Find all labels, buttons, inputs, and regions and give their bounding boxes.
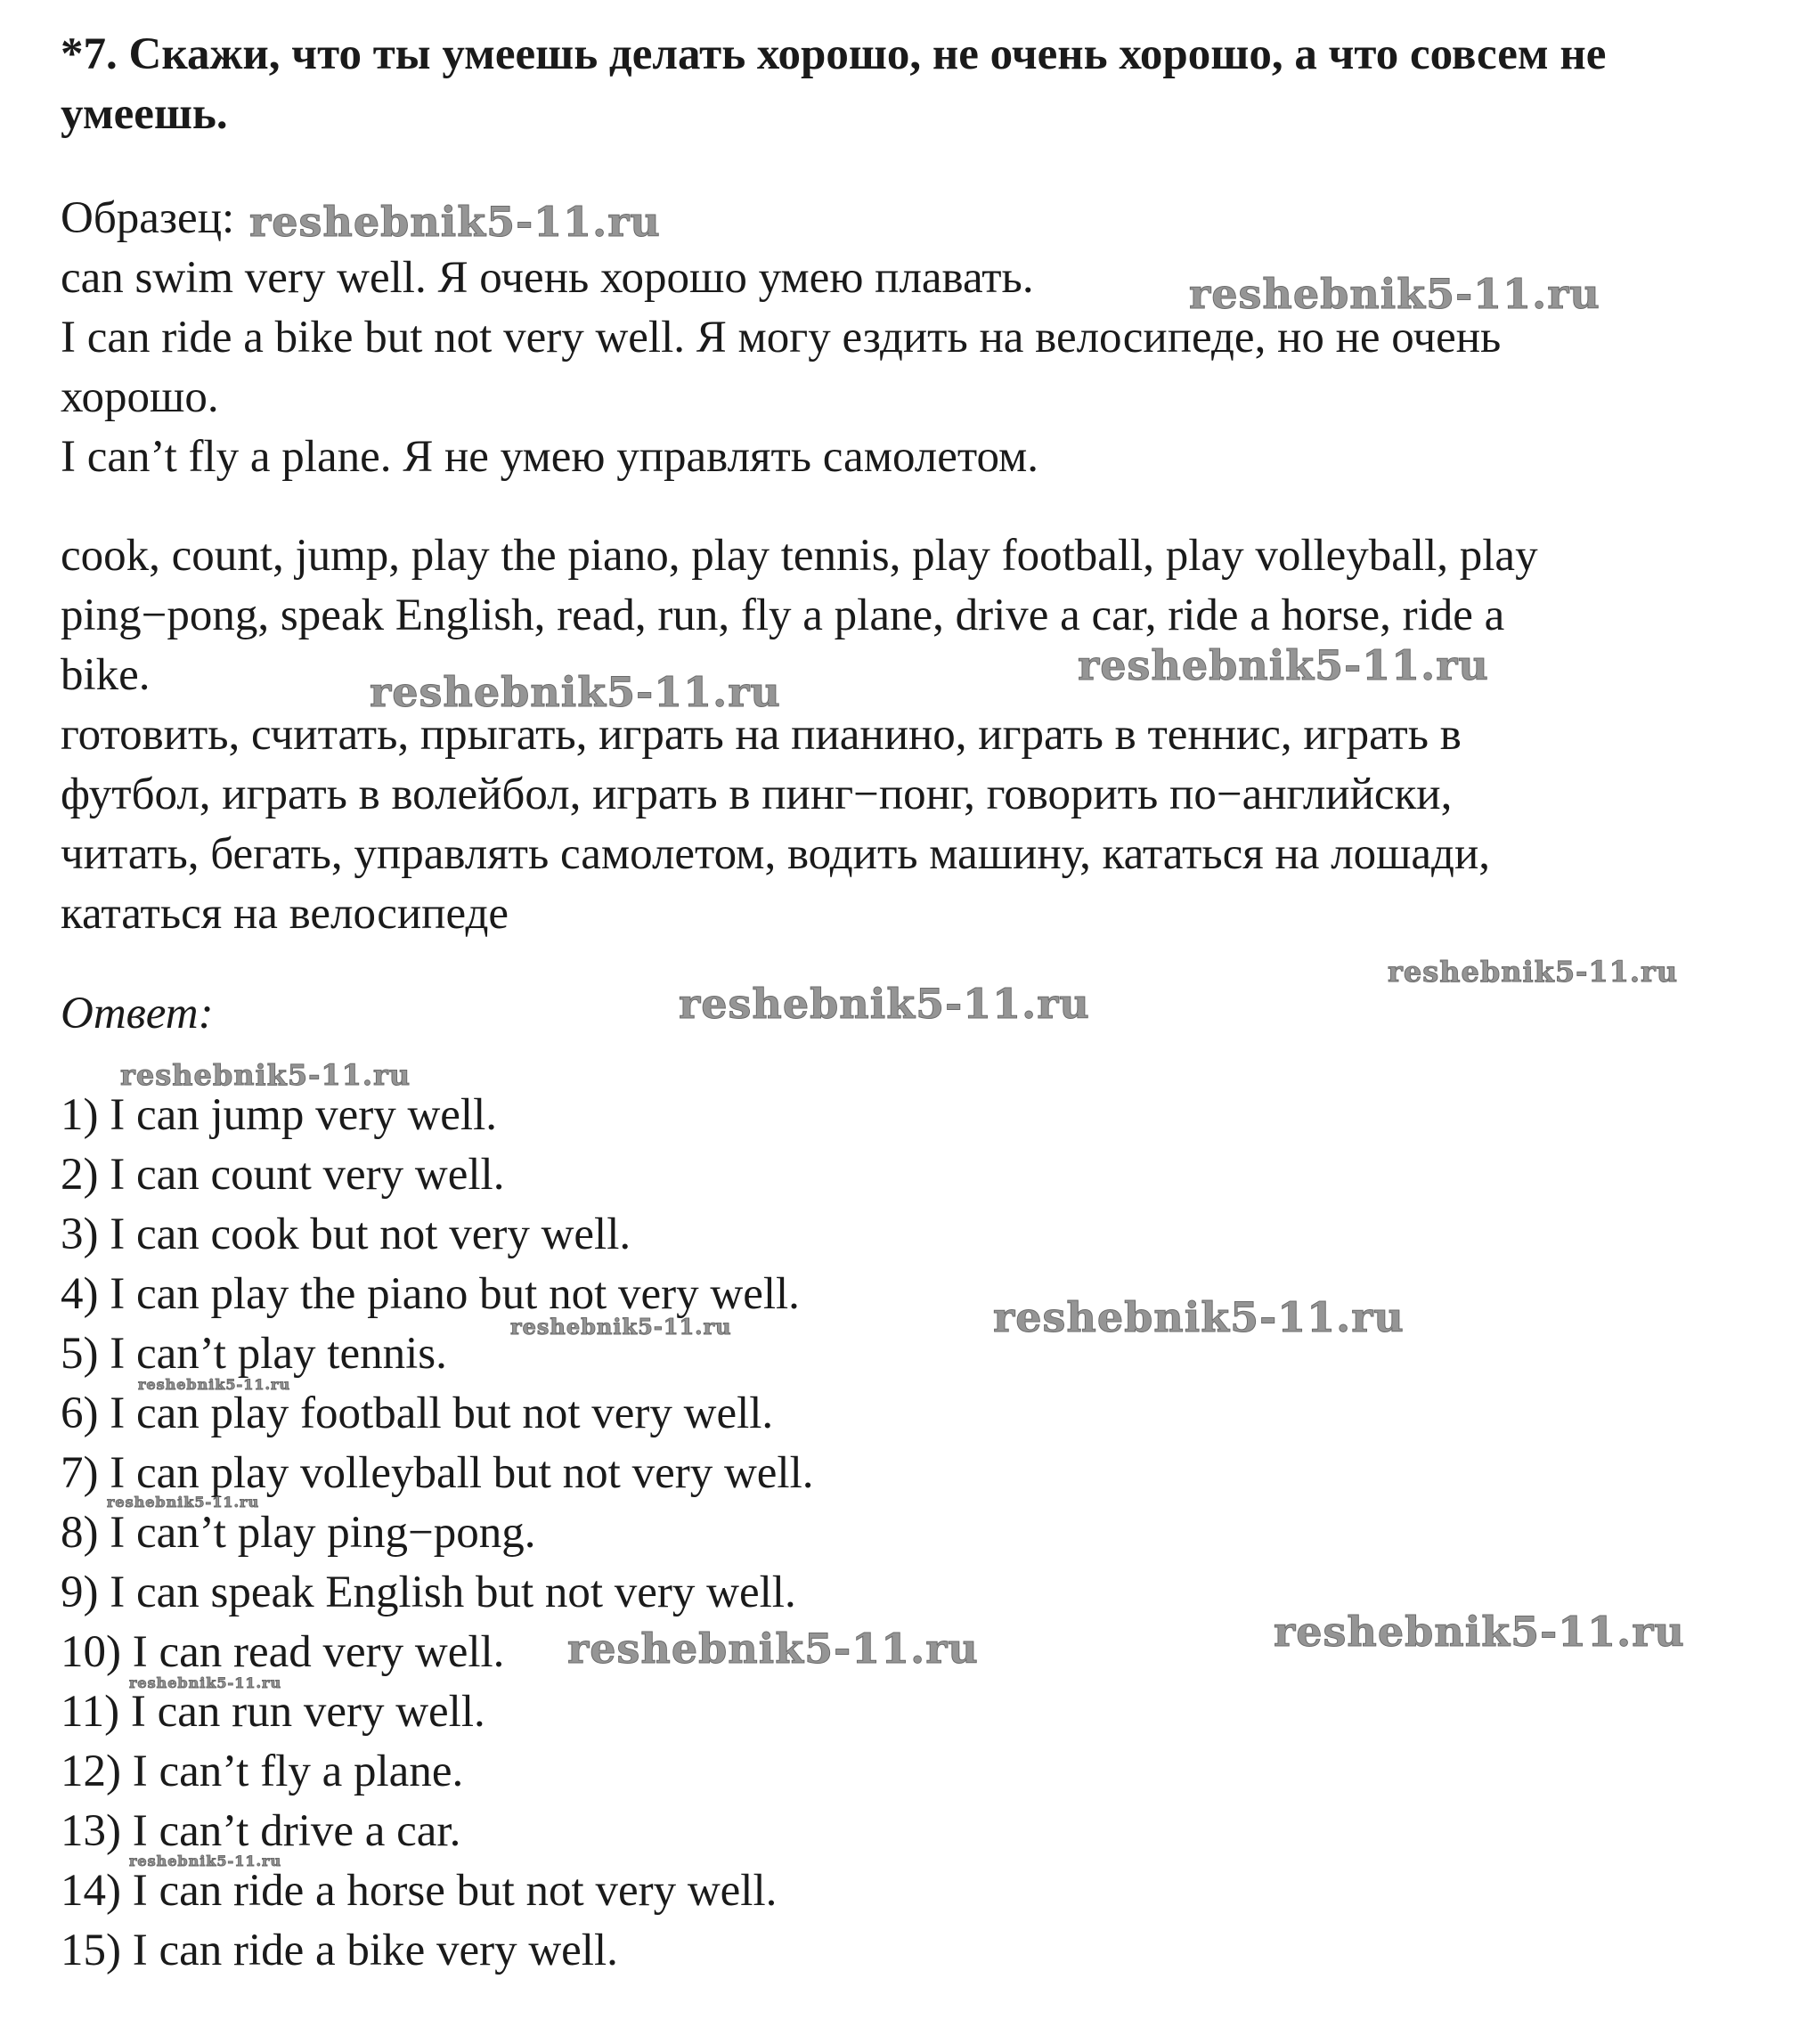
watermark: reshebnik5-11.ru	[1189, 270, 1600, 318]
watermark: reshebnik5-11.ru	[249, 198, 661, 246]
watermark: reshebnik5-11.ru	[370, 668, 781, 716]
vocabulary-english-line: cook, count, jump, play the piano, play tennis, play football, play volleyball, play	[61, 531, 1538, 581]
example-line: I can ride a bike but not very well. Я могу ездить на велосипеде, но не очень	[61, 313, 1502, 362]
answer-item: 11) I can run very well.	[61, 1687, 485, 1737]
answer-item: 14) I can ride a horse but not very well.	[61, 1866, 778, 1916]
answer-item: 7) I can play volleyball but not very well.	[61, 1448, 814, 1498]
watermark: reshebnik5-11.ru	[1274, 1608, 1685, 1656]
vocabulary-russian-line: готовить, считать, прыгать, играть на пианино, играть в теннис, играть в	[61, 710, 1462, 760]
watermark: reshebnik5-11.ru	[107, 1494, 260, 1511]
watermark: reshebnik5-11.ru	[679, 980, 1090, 1028]
answer-item: 5) I can’t play tennis.	[61, 1329, 447, 1379]
watermark: reshebnik5-11.ru	[120, 1058, 411, 1092]
watermark: reshebnik5-11.ru	[1078, 641, 1489, 689]
vocabulary-russian-line: футбол, играть в волейбол, играть в пинг−понг, говорить по−английски,	[61, 770, 1453, 819]
vocabulary-russian-line: читать, бегать, управлять самолетом, водить машину, кататься на лошади,	[61, 829, 1491, 879]
vocabulary-english-line: bike.	[61, 650, 151, 700]
answer-item: 15) I can ride a bike very well.	[61, 1926, 618, 1975]
watermark: reshebnik5-11.ru	[138, 1376, 291, 1393]
example-line: I can’t fly a plane. Я не умею управлять самолетом.	[61, 432, 1039, 482]
answer-item: 4) I can play the piano but not very well.	[61, 1269, 800, 1319]
answer-item: 9) I can speak English but not very well.	[61, 1568, 796, 1617]
example-label: Образец:	[61, 193, 235, 243]
watermark: reshebnik5-11.ru	[510, 1314, 732, 1340]
answer-item: 6) I can play football but not very well.	[61, 1388, 774, 1438]
example-line: хорошо.	[61, 372, 219, 422]
example-line: can swim very well. Я очень хорошо умею плавать.	[61, 253, 1034, 303]
watermark: reshebnik5-11.ru	[993, 1293, 1405, 1341]
answer-label: Ответ:	[61, 989, 214, 1038]
answer-item: 3) I can cook but not very well.	[61, 1209, 631, 1259]
watermark: reshebnik5-11.ru	[1388, 955, 1679, 989]
answer-item: 2) I can count very well.	[61, 1150, 505, 1200]
watermark: reshebnik5-11.ru	[129, 1853, 282, 1869]
answer-item: 12) I can’t fly a plane.	[61, 1747, 464, 1796]
answer-item: 10) I can read very well.	[61, 1627, 505, 1677]
answer-item: 8) I can’t play ping−pong.	[61, 1508, 536, 1558]
answer-item: 13) I can’t drive a car.	[61, 1806, 461, 1856]
watermark: reshebnik5-11.ru	[129, 1674, 282, 1691]
watermark: reshebnik5-11.ru	[567, 1625, 979, 1673]
vocabulary-russian-line: кататься на велосипеде	[61, 889, 509, 939]
vocabulary-english-line: ping−pong, speak English, read, run, fly a plane, drive a car, ride a horse, ride a	[61, 590, 1505, 640]
answer-item: 1) I can jump very well.	[61, 1090, 498, 1140]
task-title: *7. Скажи, что ты умеешь делать хорошо, не очень хорошо, а что совсем не умеешь.	[61, 29, 1607, 139]
